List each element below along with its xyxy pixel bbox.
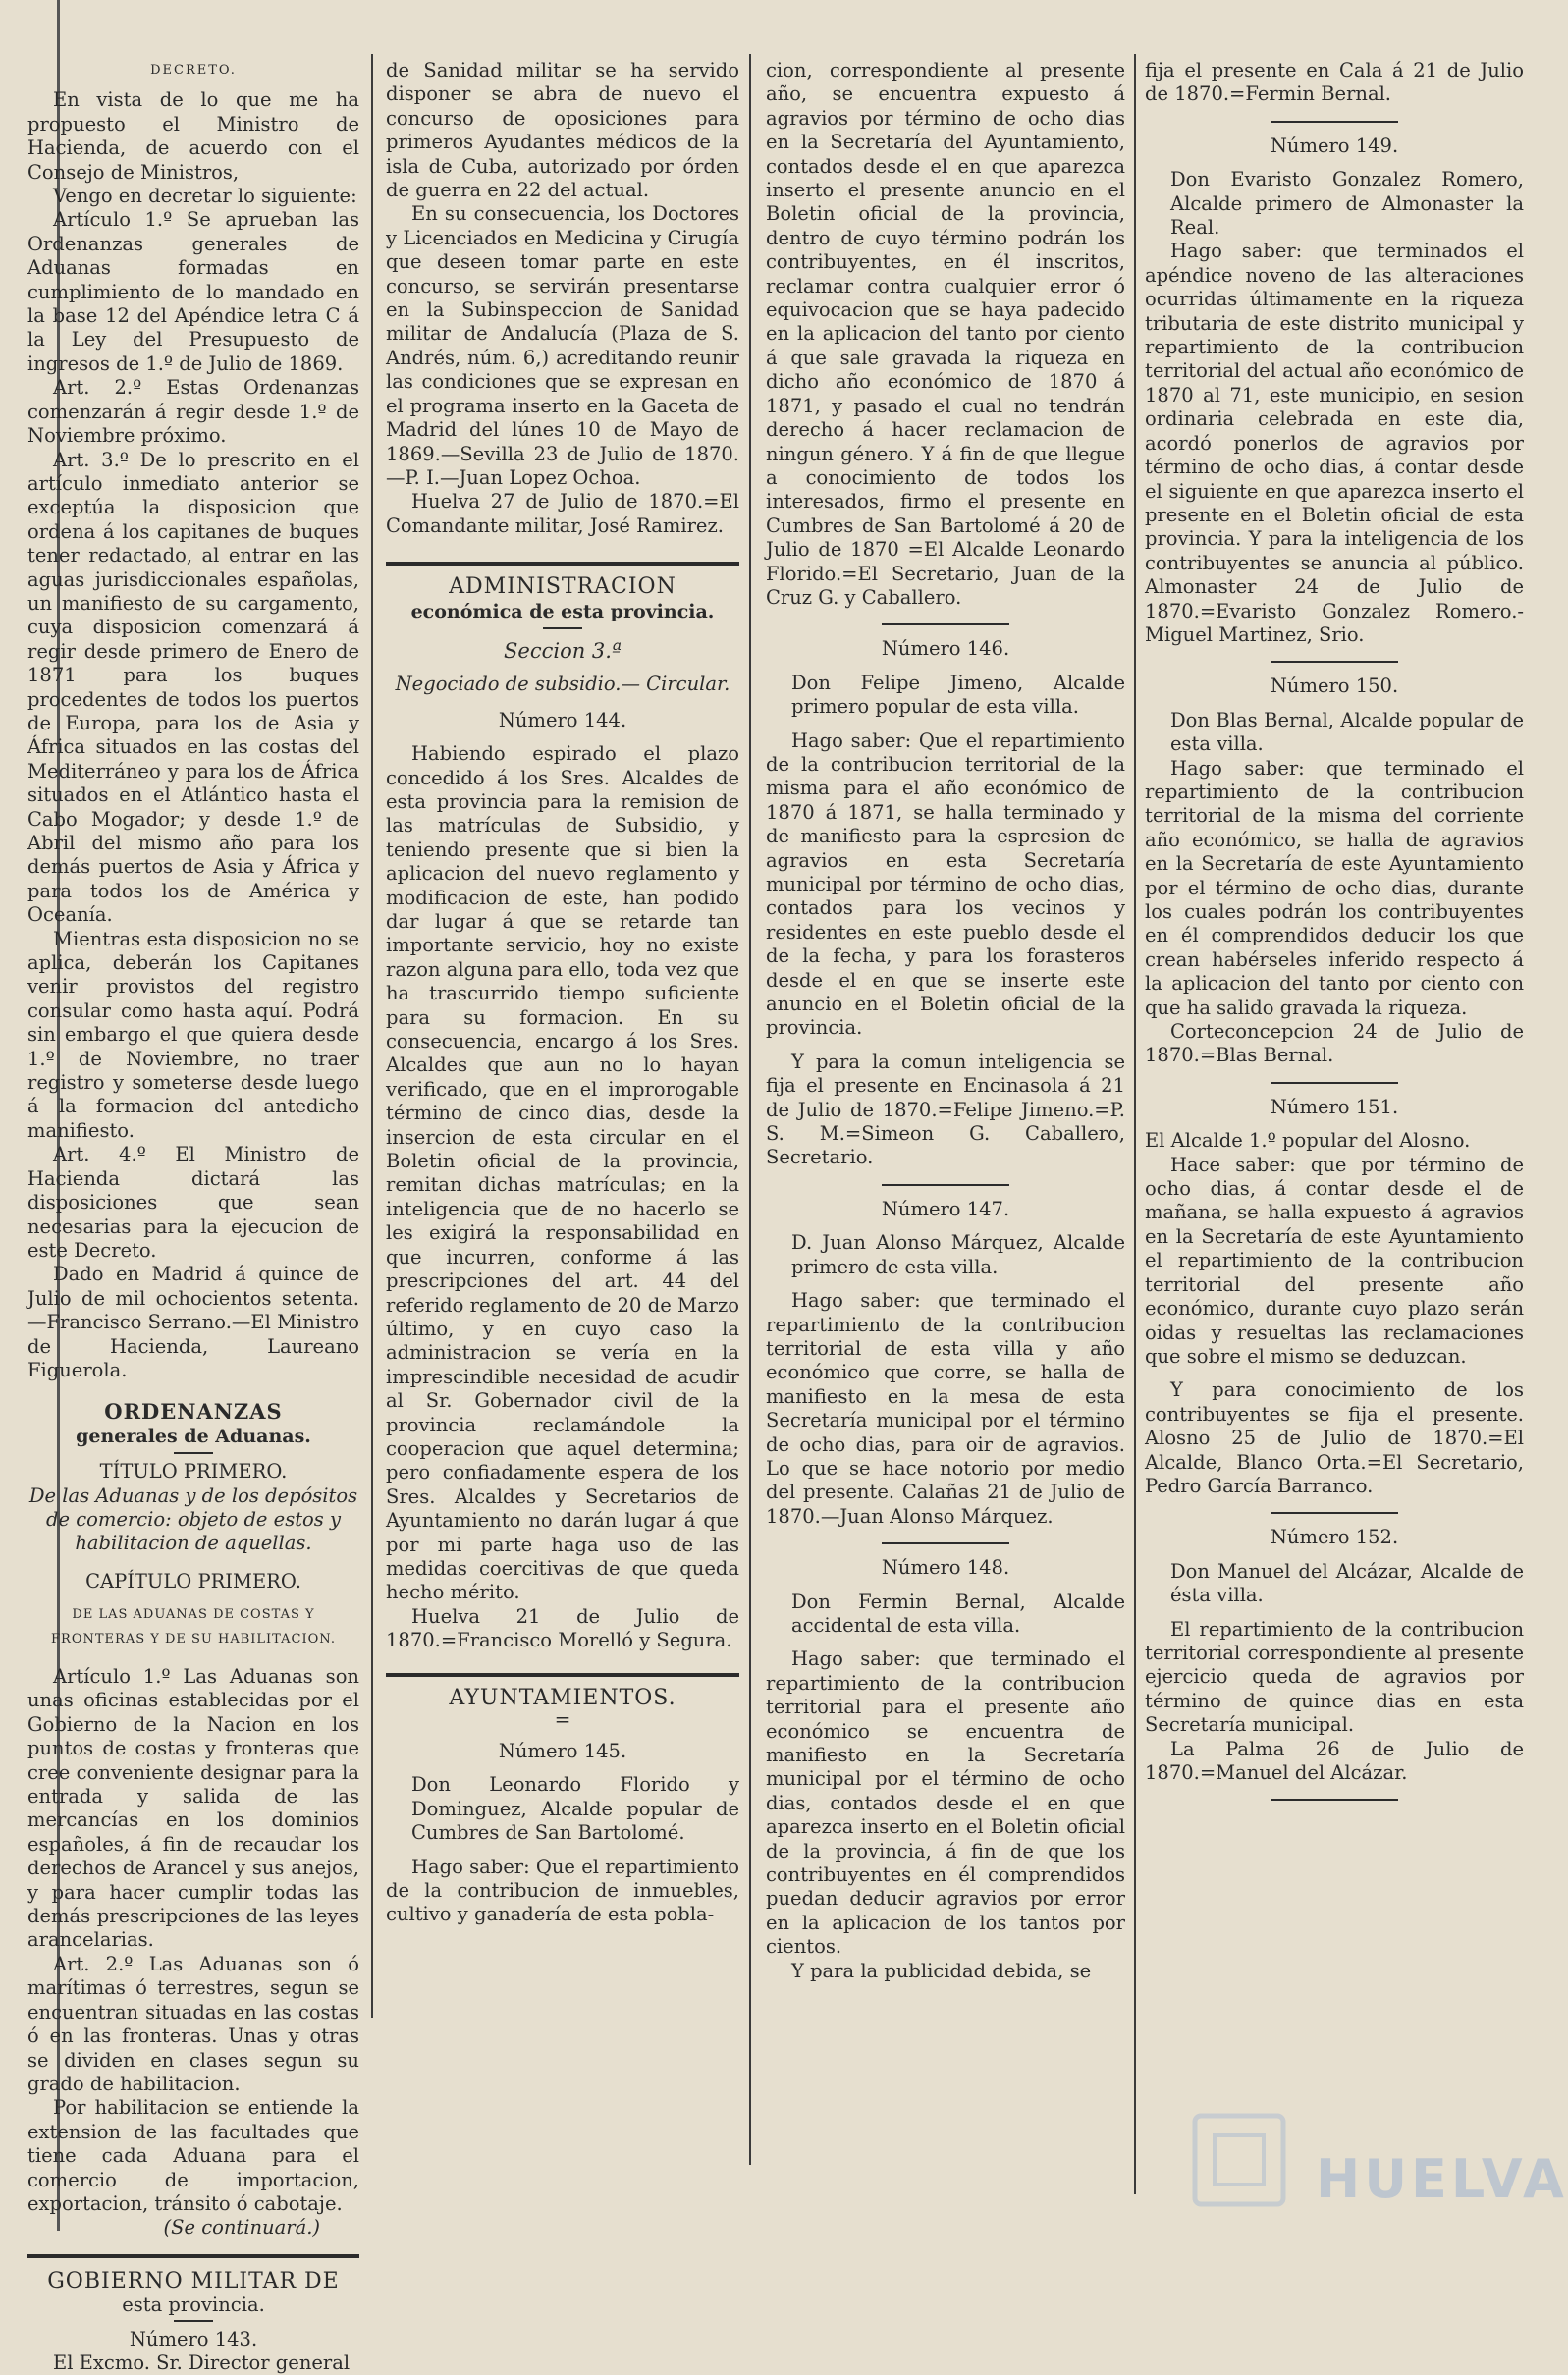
notice-heading: Don Blas Bernal, Alcalde popular de esta villa. (1170, 708, 1524, 756)
paragraph: Hago saber: Que el repartimiento de la contribucion territorial de la misma para el año económico de 1870 á 1871, se halla terminado y de manifiesto para la espresion de agravios en esta Secretaría municipal por término de ocho dias, contados para los vecinos y residentes en este pueblo desde el de la fecha, y para los forasteros desde el en que se inserte este anuncio en el Boletin oficial de la provincia. (766, 729, 1125, 1040)
divider (1271, 1799, 1398, 1801)
divider (174, 2320, 213, 2322)
notice-heading: Don Leonardo Florido y Dominguez, Alcalde popular de Cumbres de San Bartolomé. (411, 1773, 739, 1845)
paragraph: Por habilitacion se entiende la extension de las facultades que tiene cada Aduana para el comercio de importacion, exportacion, tránsito ó cabotaje. (27, 2096, 359, 2215)
item-number: Número 149. (1270, 134, 1399, 157)
section-subtitle: económica de esta provincia. (410, 600, 715, 622)
paragraph: Hago saber: que terminado el repartimiento de la contribucion territorial para el presente año económico se encuentra de manifiesto en la Secretaría municipal por el término de ocho dias, contados desde el en que aparezca inserto en el Boletin oficial de la provincia, á fin de que los contribuyentes en él comprendidos puedan deducir agravios por error en la aplicacion de los tantos por cientos. (766, 1647, 1125, 1959)
divider (882, 1184, 1009, 1186)
section-title: ORDENANZAS (104, 1399, 283, 1425)
paragraph: Art. 4.º El Ministro de Hacienda dictará las disposiciones que sean necesarias para la ejecucion de este Decreto. (27, 1143, 359, 1262)
paragraph: En su consecuencia, los Doctores y Licenciados en Medicina y Cirugía que deseen tomar parte en este concurso, se servirán presentarse en la Subinspeccion de Sanidad militar de Andalucía (Plaza de S. Andrés, núm. 6,) acreditando reunir las condiciones que se expresan en el programa inserto en la Gaceta de Madrid del lúnes 10 de Mayo de 1869.—Sevilla 23 de Julio de 1870.—P. I.—Juan Lopez Ochoa. (386, 202, 739, 489)
paragraph: Art. 2.º Las Aduanas son ó marítimas ó terrestres, segun se encuentran situadas en las costas ó en las fronteras. Unas y otras se dividen en clases segun su grado de habilitacion. (27, 1952, 359, 2095)
capitulo-heading: CAPÍTULO PRIMERO. (85, 1569, 301, 1592)
notice-heading: D. Juan Alonso Márquez, Alcalde primero de esta villa. (791, 1231, 1125, 1278)
paragraph: Mientras esta disposicion no se aplica, deberán los Capitanes venir provistos del registro consular como hasta aquí. Podrá sin embargo el que quiera desde 1.º de Noviembre, no traer registro y someterse desde luego á la formacion del antedicho manifiesto. (27, 927, 359, 1142)
paragraph: de Sanidad militar se ha servido disponer se abra de nuevo el concurso de oposiciones para primeros Ayudantes médicos de la isla de Cuba, autorizado por órden de guerra en 22 del actual. (386, 59, 739, 202)
paragraph: La Palma 26 de Julio de 1870.=Manuel del Alcázar. (1145, 1737, 1524, 1784)
paragraph: Habiendo espirado el plazo concedido á los Sres. Alcaldes de esta provincia para la remision de las matrículas de Subsidio, y teniendo presente que si bien la aplicacion del nuevo reglamento y modificacion de este, han podido dar lugar á que se retarde tan importante servicio, hoy no existe razon alguna para ello, toda vez que ha trascurrido tiempo suficiente para su formacion. En su consecuencia, encargo á los Sres. Alcaldes que aun no lo hayan verificado, que en el improrogable término de cinco dias, desde la insercion de esta circular en el Boletin oficial de la provincia, remitan dichas matrículas; en la inteligencia que de no hacerlo se les exigirá la responsabilidad en que incurren, conforme á las prescripciones del art. 44 del referido reglamento de 20 de Marzo último, y en cuyo caso la administracion se vería en la imprescindible necesidad de acudir al Sr. Gobernador civil de la provincia reclamándole la cooperacion que aquel determina; pero confiadamente espera de los Sres. Alcaldes y Secretarios de Ayuntamiento no darán lugar á que por mi parte haga uso de las medidas coercitivas de que queda hecho mérito. (386, 742, 739, 1604)
divider (27, 2254, 359, 2258)
column-2 (386, 59, 739, 2219)
paragraph: Hace saber: que por término de ocho dias, á contar desde el de mañana, se halla expuesto á agravios en la Secretaría de este Ayuntamiento el repartimiento de la contribucion territorial del presente año económico, durante cuyo plazo serán oidas y resueltas las reclamaciones que sobre el mismo se deduzcan. (1145, 1153, 1524, 1368)
section-title: ADMINISTRACION (449, 574, 676, 600)
paragraph: Vengo en decretar lo siguiente: (53, 185, 357, 208)
paragraph: El repartimiento de la contribucion territorial correspondiente al presente ejercicio queda de agravios por término de quince dias en esta Secretaría municipal. (1145, 1617, 1524, 1737)
divider (174, 1452, 213, 1454)
divider (1271, 121, 1398, 123)
notice-heading: Don Felipe Jimeno, Alcalde primero popular de esta villa. (791, 671, 1125, 719)
paragraph: Art. 2.º Estas Ordenanzas comenzarán á regir desde 1.º de Noviembre próximo. (27, 376, 359, 448)
column-1 (27, 59, 359, 2374)
item-number: Número 151. (1270, 1095, 1399, 1118)
notice-heading: Don Evaristo Gonzalez Romero, Alcalde primero de Almonaster la Real. (1170, 168, 1524, 240)
column-rule (749, 54, 751, 2165)
paragraph: Huelva 21 de Julio de 1870.=Francisco Morelló y Segura. (386, 1604, 739, 1652)
decreto-heading: DECRETO. (150, 63, 237, 78)
divider (543, 627, 582, 629)
item-number: Número 150. (1270, 675, 1399, 698)
divider (1271, 1082, 1398, 1084)
section-subtitle: generales de Aduanas. (76, 1425, 311, 1447)
paragraph: Artículo 1.º Las Aduanas son unas oficinas establecidas por el Gobierno de la Nacion en los puntos de costas y fronteras que cree conveniente designar para la entrada y salida de las mercancías en los dominios españoles, á fin de recaudar los derechos de Arancel y sus anejos, y para hacer cumplir todas las demás prescripciones de las leyes arancelarias. (27, 1665, 359, 1952)
item-number: Número 143. (129, 2327, 258, 2350)
section-title: AYUNTAMIENTOS. (449, 1685, 676, 1710)
column-rule (371, 54, 373, 2018)
item-number: Número 145. (498, 1740, 627, 1762)
divider (882, 1542, 1009, 1544)
column-4 (1145, 59, 1524, 2219)
watermark-text: HUELVA (1316, 2148, 1568, 2210)
paragraph: Hago saber: Que el repartimiento de la contribucion de inmuebles, cultivo y ganadería de esta pobla- (386, 1855, 739, 1926)
paragraph: Corteconcepcion 24 de Julio de 1870.=Blas Bernal. (1145, 1020, 1524, 1067)
negociado-heading: Negociado de subsidio.— Circular. (395, 673, 730, 696)
paragraph: En vista de lo que me ha propuesto el Ministro de Hacienda, de acuerdo con el Consejo de Ministros, (27, 88, 359, 184)
item-number: Número 152. (1270, 1526, 1399, 1549)
notice-heading: El Alcalde 1.º popular del Alosno. (1145, 1129, 1471, 1153)
divider (882, 623, 1009, 625)
paragraph: Artículo 1.º Se aprueban las Ordenanzas generales de Aduanas formadas en cumplimiento de lo mandado en la base 12 del Apéndice letra C á la Ley del Presupuesto de ingresos de 1.º de Julio de 1869. (27, 208, 359, 375)
titulo-heading: TÍTULO PRIMERO. (99, 1460, 288, 1484)
capitulo-description: DE LAS ADUANAS DE COSTAS Y FRONTERAS Y DE SU HABILITACION. (51, 1607, 336, 1646)
item-number: Número 147. (881, 1197, 1010, 1220)
paragraph: Huelva 27 de Julio de 1870.=El Comandante militar, José Ramirez. (386, 490, 739, 537)
item-number: Número 144. (498, 708, 627, 731)
divider (1271, 661, 1398, 663)
item-number: Número 148. (881, 1556, 1010, 1580)
notice-heading: Don Manuel del Alcázar, Alcalde de ésta villa. (1170, 1559, 1524, 1607)
seccion-heading: Seccion 3.ª (504, 638, 622, 663)
paragraph: El Excmo. Sr. Director general (53, 2350, 351, 2374)
divider (1271, 1512, 1398, 1514)
column-3 (766, 59, 1125, 2219)
item-number: Número 146. (881, 637, 1010, 661)
paragraph: fija el presente en Cala á 21 de Julio de 1870.=Fermin Bernal. (1145, 59, 1524, 106)
paragraph: Hago saber: que terminados el apéndice noveno de las alteraciones ocurridas últimamente en la riqueza tributaria de este distrito municipal y repartimiento de la contribucion territorial del actual año económico de 1870 al 71, este municipio, en sesion ordinaria celebrada en este dia, acordó ponerlos de agravios por término de ocho dias, á contar desde el siguiente en que aparezca inserto el presente en el Boletin oficial de esta provincia. Y para la inteligencia de los contribuyentes se anuncia al público. Almonaster 24 de Julio de 1870.=Evaristo Gonzalez Romero.-Miguel Martinez, Srio. (1145, 240, 1524, 646)
paragraph: Y para conocimiento de los contribuyentes se fija el presente. Alosno 25 de Julio de 1870.=El Alcalde, Blanco Orta.=El Secretario, Pedro García Barranco. (1145, 1378, 1524, 1497)
column-rule (1134, 54, 1136, 2194)
divider (386, 562, 739, 566)
paragraph: Y para la publicidad debida, se (791, 1959, 1092, 1982)
paragraph: cion, correspondiente al presente año, se encuentra expuesto á agravios por término de ocho dias en la Secretaría del Ayuntamiento, contados desde el en que aparezca inserto el presente anuncio en el Boletin oficial de la provincia, dentro de cuyo término podrán los contribuyentes, en él inscritos, reclamar contra cualquier error ó equivocacion que se haya padecido en la aplicacion del tanto por ciento á que sale gravada la riqueza en dicho año económico de 1870 á 1871, y pasado el cual no tendrán derecho á hacer reclamacion de ningun género. Y á fin de que llegue a conocimiento de todos los interesados, firmo el presente en Cumbres de San Bartolomé á 20 de Julio de 1870 =El Alcalde Leonardo Florido.=El Secretario, Juan de la Cruz G. y Caballero. (766, 59, 1125, 609)
paragraph: Art. 3.º De lo prescrito en el artículo inmediato anterior se exceptúa la disposicion que ordena á los capitanes de buques tener redactado, al entrar en las aguas jurisdiccionales españolas, un manifiesto de su cargamento, cuya disposicion comenzará á regir desde primero de Enero de 1871 para los buques procedentes de todos los puertos de Europa, para los de Asia y África situados en las costas del Mediterráneo y para los de África situados en el Atlántico hasta el Cabo Mogador; y desde 1.º de Abril del mismo año para los demás puertos de Asia y África y para todos los de América y Oceanía. (27, 448, 359, 927)
double-rule: = (554, 1707, 571, 1731)
continuation-note: (Se continuará.) (163, 2216, 320, 2240)
paragraph: Hago saber: que terminado el repartimiento de la contribucion territorial de esta villa y año económico que corre, se halla de manifiesto en la mesa de esta Secretaría municipal por el término de ocho dias, para oir de agravios. Lo que se hace notorio por medio del presente. Calañas 21 de Julio de 1870.—Juan Alonso Márquez. (766, 1289, 1125, 1528)
section-subtitle: esta provincia. (122, 2294, 265, 2317)
notice-heading: Don Fermin Bernal, Alcalde accidental de esta villa. (791, 1590, 1125, 1637)
divider (386, 1673, 739, 1677)
paragraph: Hago saber: que terminado el repartimiento de la contribucion territorial de la misma del corriente año económico, se halla de agravios en la Secretaría de este Ayuntamiento por el término de ocho dias, durante los cuales podrán los contribuyentes en él comprendidos deducir los que crean habérseles inferido respecto á la aplicacion del tanto por ciento con que ha salido gravada la riqueza. (1145, 756, 1524, 1019)
paragraph: Dado en Madrid á quince de Julio de mil ochocientos setenta.—Francisco Serrano.—El Ministro de Hacienda, Laureano Figuerola. (27, 1263, 359, 1381)
titulo-description: De las Aduanas y de los depósitos de comercio: objeto de estos y habilitacion de aquellas. (28, 1484, 358, 1555)
section-title: GOBIERNO MILITAR DE (47, 2268, 340, 2294)
paragraph: Y para la comun inteligencia se fija el presente en Encinasola á 21 de Julio de 1870.=Felipe Jimeno.=P. S. M.=Simeon G. Caballero, Secretario. (766, 1050, 1125, 1169)
